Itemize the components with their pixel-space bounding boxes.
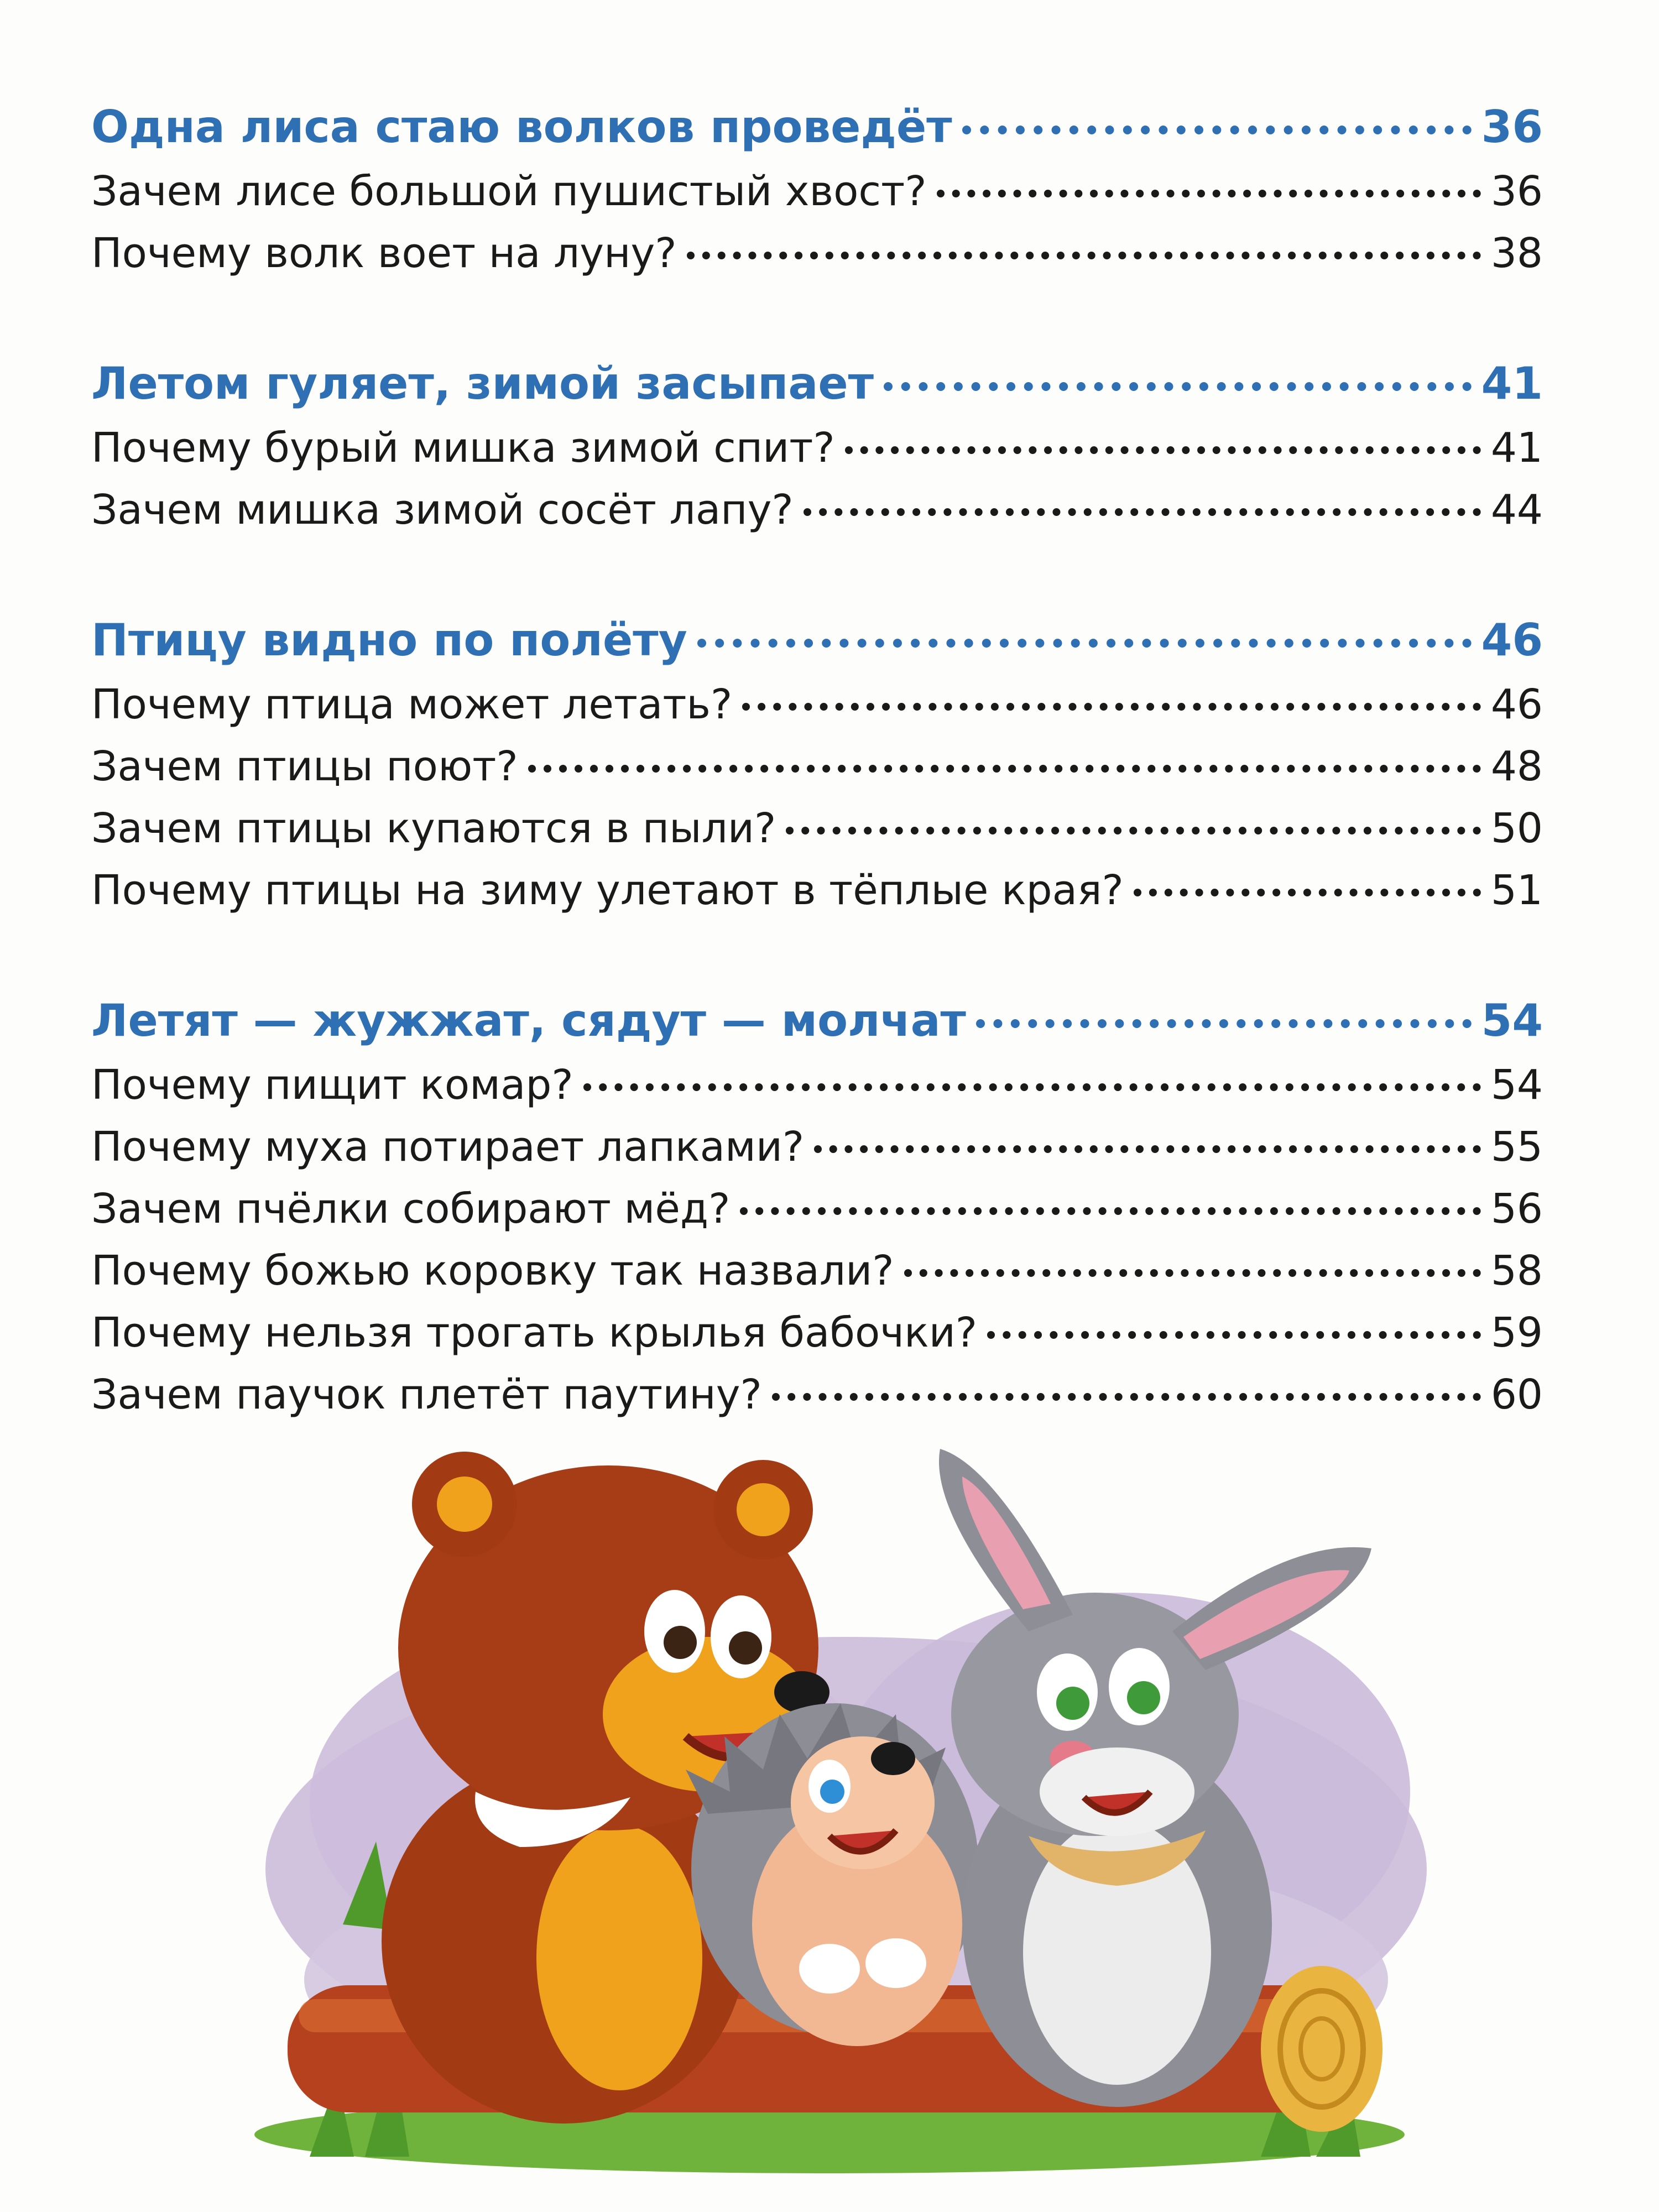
section-heading[interactable] bbox=[91, 351, 1543, 417]
page-number: 36 bbox=[1481, 101, 1543, 153]
section-heading[interactable] bbox=[91, 988, 1543, 1054]
dot-leader bbox=[583, 1083, 1481, 1091]
toc-entry[interactable] bbox=[91, 1302, 1543, 1364]
page-number: 60 bbox=[1490, 1371, 1543, 1418]
section-heading[interactable] bbox=[91, 607, 1543, 674]
section-title: Летят — жужжат, сядут — молчат bbox=[91, 995, 966, 1046]
dot-leader bbox=[845, 446, 1481, 454]
page-number: 54 bbox=[1481, 995, 1543, 1046]
table-of-contents bbox=[91, 94, 1543, 1492]
page-number: 36 bbox=[1490, 168, 1543, 215]
dot-leader bbox=[528, 765, 1481, 773]
entry-title: Зачем паучок плетёт паутину? bbox=[91, 1371, 762, 1418]
dot-leader bbox=[804, 508, 1481, 516]
entry-title: Почему птицы на зиму улетают в тёплые края? bbox=[91, 867, 1124, 914]
page-number: 46 bbox=[1481, 614, 1543, 666]
page-number: 58 bbox=[1490, 1247, 1543, 1295]
entry-title: Почему волк воет на луну? bbox=[91, 229, 677, 277]
page-number: 50 bbox=[1490, 805, 1543, 852]
dot-leader bbox=[987, 1331, 1481, 1339]
dot-leader bbox=[1134, 889, 1481, 896]
page-number: 41 bbox=[1490, 424, 1543, 472]
toc-entry[interactable] bbox=[91, 735, 1543, 797]
toc-entry[interactable] bbox=[91, 1054, 1543, 1116]
dot-leader bbox=[976, 1019, 1472, 1028]
dot-leader bbox=[786, 827, 1481, 834]
section-title: Одна лиса стаю волков проведёт bbox=[91, 101, 952, 153]
entry-title: Почему муха потирает лапками? bbox=[91, 1123, 805, 1171]
dot-leader bbox=[742, 703, 1481, 711]
entry-title: Зачем лисе большой пушистый хвост? bbox=[91, 168, 927, 215]
toc-entry[interactable] bbox=[91, 1178, 1543, 1240]
entry-title: Зачем пчёлки собирают мёд? bbox=[91, 1185, 731, 1233]
section-heading[interactable] bbox=[91, 94, 1543, 160]
entry-title: Почему пищит комар? bbox=[91, 1061, 573, 1109]
toc-entry[interactable] bbox=[91, 859, 1543, 921]
toc-entry[interactable] bbox=[91, 222, 1543, 284]
dot-leader bbox=[697, 639, 1472, 648]
toc-section-birds bbox=[91, 607, 1543, 921]
page-number: 38 bbox=[1490, 229, 1543, 277]
page-number: 56 bbox=[1490, 1185, 1543, 1233]
page-number: 44 bbox=[1490, 486, 1543, 534]
page-number: 51 bbox=[1490, 867, 1543, 914]
entry-title: Почему бурый мишка зимой спит? bbox=[91, 424, 835, 472]
page-number: 59 bbox=[1490, 1309, 1543, 1357]
toc-entry[interactable] bbox=[91, 674, 1543, 735]
dot-leader bbox=[687, 252, 1481, 259]
entry-title: Почему божью коровку так назвали? bbox=[91, 1247, 894, 1295]
page-number: 55 bbox=[1490, 1123, 1543, 1171]
page-number: 54 bbox=[1490, 1061, 1543, 1109]
dot-leader bbox=[884, 382, 1472, 391]
toc-entry[interactable] bbox=[91, 160, 1543, 222]
entry-title: Почему птица может летать? bbox=[91, 681, 733, 728]
entry-title: Зачем птицы купаются в пыли? bbox=[91, 805, 776, 852]
toc-entry[interactable] bbox=[91, 1240, 1543, 1302]
toc-entry[interactable] bbox=[91, 479, 1543, 541]
dot-leader bbox=[937, 190, 1481, 197]
entry-title: Почему нельзя трогать крылья бабочки? bbox=[91, 1309, 978, 1357]
toc-entry[interactable] bbox=[91, 417, 1543, 479]
section-title: Летом гуляет, зимой засыпает bbox=[91, 358, 874, 409]
toc-section-bear bbox=[91, 351, 1543, 541]
section-title: Птицу видно по полёту bbox=[91, 614, 687, 666]
toc-entry[interactable] bbox=[91, 1116, 1543, 1178]
page-number: 46 bbox=[1490, 681, 1543, 728]
toc-section-fox bbox=[91, 94, 1543, 284]
animals-illustration bbox=[210, 1371, 1449, 2179]
toc-entry[interactable] bbox=[91, 797, 1543, 859]
dot-leader bbox=[740, 1207, 1480, 1215]
dot-leader bbox=[814, 1145, 1481, 1153]
entry-title: Зачем птицы поют? bbox=[91, 743, 518, 790]
dot-leader bbox=[904, 1269, 1481, 1277]
toc-section-insects bbox=[91, 988, 1543, 1426]
page-number: 41 bbox=[1481, 358, 1543, 409]
entry-title: Зачем мишка зимой сосёт лапу? bbox=[91, 486, 794, 534]
dot-leader bbox=[962, 126, 1472, 134]
page-number: 48 bbox=[1490, 743, 1543, 790]
